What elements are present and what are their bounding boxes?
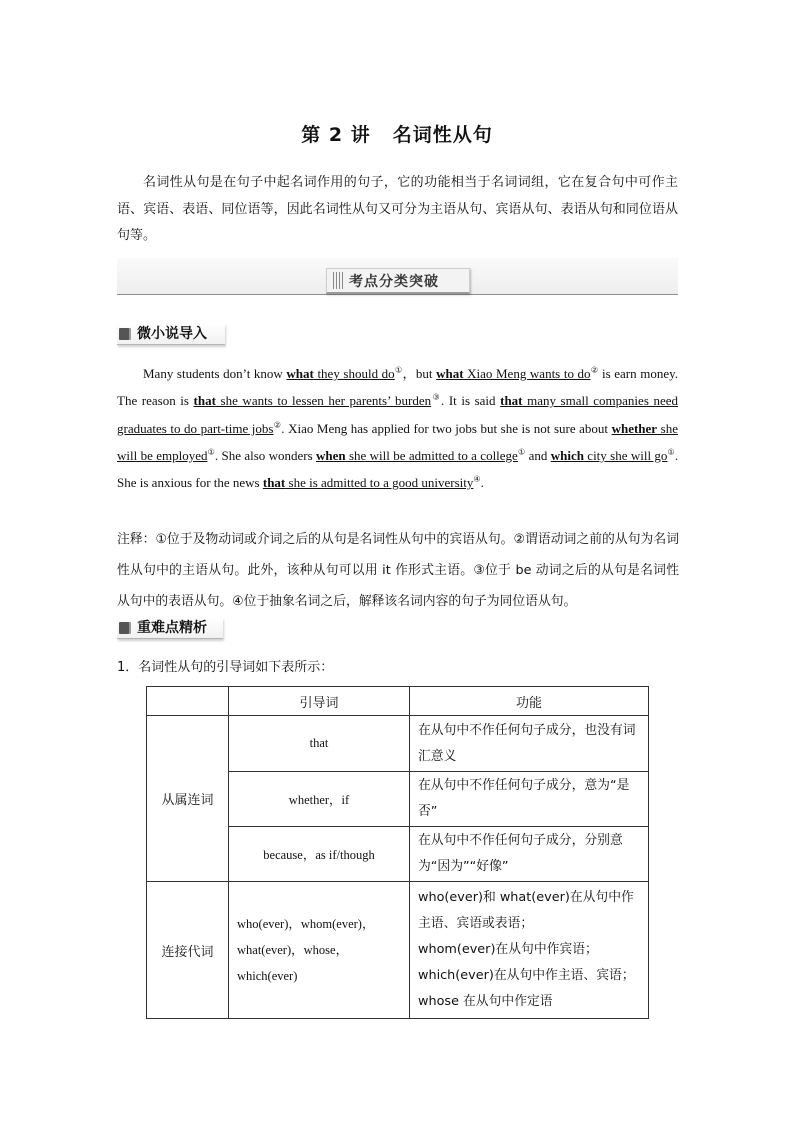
table-cell-word: whether，if (229, 772, 410, 827)
table-header-function: 功能 (410, 687, 649, 716)
clause-marker: ① (394, 365, 403, 375)
story-text: . Xiao Meng has applied for two jobs but she is not sure about (281, 420, 612, 436)
lecture-topic: 名词性从句 (392, 124, 493, 146)
function-line: which(ever)在从句中作主语、宾语； (418, 968, 635, 983)
story-text: . It is said (440, 393, 501, 409)
clause-connective: that (262, 475, 286, 491)
clause-marker: ① (517, 447, 526, 457)
clause-connective: whether (611, 420, 658, 436)
category-connective-pronoun: 连接代词 (147, 882, 229, 1019)
table-cell-word: who(ever)，whom(ever)，what(ever)，whose，which(ever) (229, 882, 410, 1019)
clause-marker: ① (207, 447, 215, 457)
function-line: whose 在从句中作定语 (418, 994, 553, 1009)
story-text: and (525, 447, 551, 463)
table-cell-word: because，as if/though (229, 827, 410, 882)
story-text: Many students don’t know (143, 366, 287, 381)
table-row (147, 716, 649, 772)
clause-marker: ① (667, 447, 675, 457)
story-text: ，but (402, 366, 437, 381)
list-item-1: 1．名词性从句的引导词如下表所示： (117, 660, 334, 675)
story-paragraph (117, 360, 678, 496)
section-heading-intro (117, 324, 225, 345)
clause-connective: that (193, 393, 216, 409)
section-heading-label: 微小说导入 (137, 326, 207, 342)
clause-marker: ② (273, 420, 282, 430)
clause-connective: what (436, 366, 464, 381)
clause-connective: what (286, 366, 314, 381)
story-text: . (480, 475, 484, 491)
object-clause: she will be admitted to a college (345, 447, 518, 463)
clause-connective: which (550, 447, 584, 463)
table-cell-function (410, 882, 649, 1019)
function-line: who(ever)和 what(ever)在从句中作主语、宾语或表语； (418, 890, 634, 931)
section-banner (117, 258, 678, 295)
predicative-clause: she wants to lessen her parents’ burden (215, 393, 432, 409)
table-cell-function: 在从句中不作任何句子成分，意为“是否” (410, 772, 649, 827)
object-clause: they should do (313, 366, 395, 381)
clause-marker: ④ (473, 474, 481, 484)
table-row (147, 882, 649, 1019)
object-clause: she will be employed (117, 420, 678, 463)
table-header-word: 引导词 (229, 687, 410, 716)
table-cell-function: 在从句中不作任何句子成分，也没有词汇意义 (410, 716, 649, 772)
section-heading-label: 重难点精析 (137, 620, 207, 636)
subject-clause: Xiao Meng wants to do (463, 366, 591, 381)
story-text: . She is anxious for the news (117, 447, 679, 491)
clause-marker: ③ (431, 392, 441, 402)
section-marker-icon (119, 328, 129, 340)
function-line: whom(ever)在从句中作宾语； (418, 942, 598, 957)
banner-bars-icon (333, 272, 343, 289)
clause-connective: that (500, 393, 523, 409)
clause-connective: when (316, 447, 346, 463)
section-marker-icon (119, 622, 129, 634)
intro-paragraph: 名词性从句是在句子中起名词作用的句子，它的功能相当于名词词组，它在复合句中可作主语、宾语、表语、同位语等，因此名词性从句又可分为主语从句、宾语从句、表语从句和同位语从句等。 (117, 175, 678, 243)
annotation-note: 注释：①位于及物动词或介词之后的从句是名词性从句中的宾语从句。②谓语动词之前的从句为名词性从句中的主语从句。此外，该种从句可以用 it 作形式主语。③位于 be 动词之后的从句是名词性从句中的表语从句。④位于抽象名词之后，解释该名词内容的句子为同位语从句。 (117, 532, 679, 609)
page-title (0, 120, 794, 147)
section-heading-analysis (117, 618, 223, 639)
lecture-number: 第 2 讲 (301, 124, 371, 146)
story-text: . She also wonders (214, 447, 317, 463)
table-cell-word: that (229, 716, 410, 772)
connective-table (146, 686, 649, 1019)
clause-marker: ② (590, 365, 599, 375)
subject-clause: many small companies need graduates to do part-time jobs (117, 393, 678, 436)
object-clause: city she will go (583, 447, 668, 463)
category-subordinating-conjunction: 从属连词 (147, 716, 229, 882)
table-header-row (147, 687, 649, 716)
banner-label: 考点分类突破 (349, 274, 439, 290)
banner-label-box (326, 268, 470, 294)
table-cell-function: 在从句中不作任何句子成分，分别意为“因为”“好像” (410, 827, 649, 882)
story-text: is earn money. The reason is (117, 366, 679, 409)
table-header-empty (147, 687, 229, 716)
appositive-clause: she is admitted to a good university (285, 475, 474, 491)
